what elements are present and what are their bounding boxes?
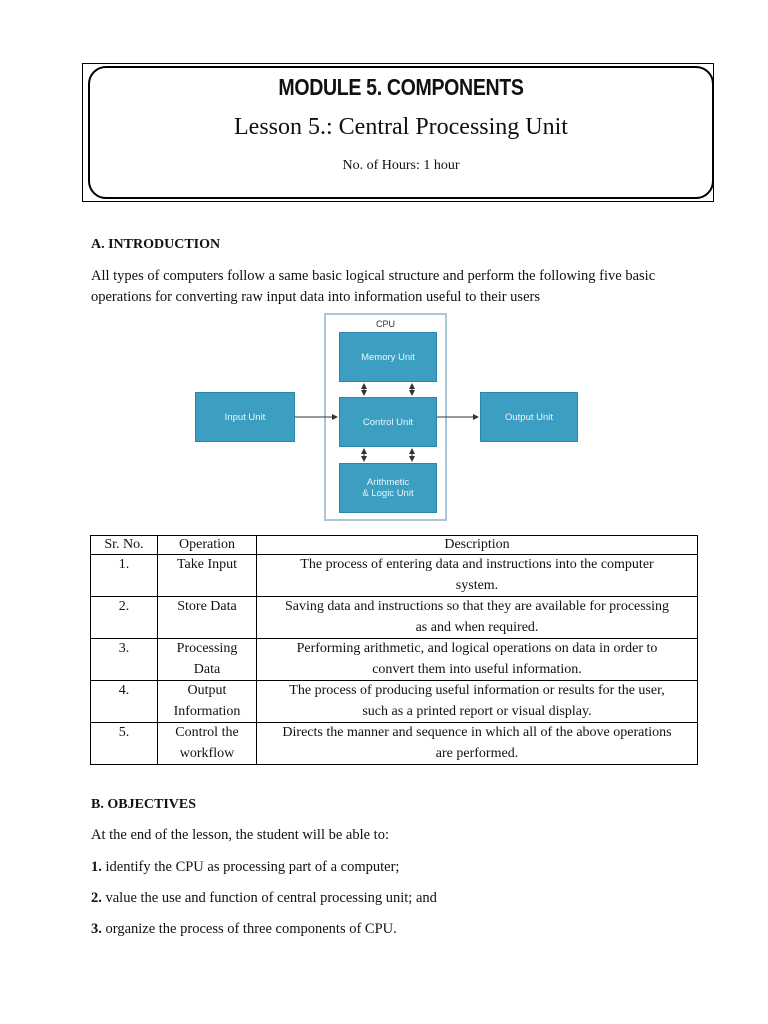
operation-line-1: Take Input <box>176 557 238 572</box>
alu-label-line-2: & Logic Unit <box>362 488 414 499</box>
output-unit-label: Output Unit <box>504 411 554 423</box>
cell-operation <box>158 723 257 765</box>
cell-sr: 2. <box>91 597 158 639</box>
introduction-line-1: All types of computers follow a same basic logical structure and perform the following five basic <box>91 268 656 284</box>
operation-line-2: Information <box>173 703 241 719</box>
memory-unit-label: Memory Unit <box>361 351 415 363</box>
table-row <box>91 681 698 723</box>
cell-sr: 4. <box>91 681 158 723</box>
table-row <box>91 723 698 765</box>
cell-description <box>257 681 698 723</box>
table-row <box>91 639 698 681</box>
description-line-2: such as a printed report or visual display. <box>362 703 592 719</box>
operation-line-1: Store Data <box>177 599 237 614</box>
module-title: MODULE 5. COMPONENTS <box>278 74 524 100</box>
objective-item <box>91 921 397 938</box>
cell-operation <box>158 555 257 597</box>
description-line-2: convert them into useful information. <box>372 661 582 677</box>
diagram-arrows <box>190 310 590 525</box>
objective-text: value the use and function of central processing unit; and <box>101 890 437 906</box>
alu-label-line-1: Arithmetic <box>366 477 410 488</box>
objective-number: 1. <box>91 859 102 875</box>
cell-sr: 1. <box>91 555 158 597</box>
objective-text: organize the process of three components of CPU. <box>101 921 397 937</box>
cell-operation <box>158 639 257 681</box>
objective-item <box>91 859 399 876</box>
description-line-2: are performed. <box>435 745 519 761</box>
introduction-line-2: operations for converting raw input data into information useful to their users <box>91 289 540 305</box>
cell-operation <box>158 681 257 723</box>
description-line-1: Performing arithmetic, and logical operations on data in order to <box>296 641 658 656</box>
description-line-2: system. <box>455 577 499 593</box>
operation-line-1: Control the <box>175 725 239 740</box>
table-row <box>91 555 698 597</box>
hours-label: No. of Hours: 1 hour <box>342 158 460 173</box>
operation-line-1: Processing <box>176 641 238 656</box>
objective-number: 2. <box>91 890 102 906</box>
objectives-intro: At the end of the lesson, the student will be able to: <box>91 827 389 843</box>
header-box <box>88 66 714 199</box>
input-unit-label: Input Unit <box>224 411 266 423</box>
description-line-1: The process of entering data and instructions into the computer <box>300 557 654 572</box>
header-sr-no: Sr. No. <box>91 536 158 555</box>
description-line-1: Saving data and instructions so that they are available for processing <box>284 599 670 614</box>
cell-sr: 5. <box>91 723 158 765</box>
header-description: Description <box>257 536 698 555</box>
objective-number: 3. <box>91 921 102 937</box>
cpu-label: CPU <box>375 319 395 329</box>
operation-line-1: Output <box>187 683 227 698</box>
description-line-2: as and when required. <box>415 619 539 635</box>
cell-description <box>257 555 698 597</box>
table-header-row <box>91 536 698 555</box>
cpu-diagram <box>190 310 590 525</box>
table-row <box>91 597 698 639</box>
operation-line-2: Data <box>193 661 221 677</box>
objectives-heading: B. OBJECTIVES <box>91 797 197 812</box>
introduction-paragraph <box>91 266 711 308</box>
description-line-1: Directs the manner and sequence in which all of the above operations <box>282 725 672 740</box>
cell-description <box>257 723 698 765</box>
introduction-heading: A. INTRODUCTION <box>91 237 221 252</box>
operations-table <box>90 535 698 765</box>
cell-sr: 3. <box>91 639 158 681</box>
header-operation: Operation <box>158 536 257 555</box>
control-unit-label: Control Unit <box>362 416 414 428</box>
lesson-title: Lesson 5.: Central Processing Unit <box>234 114 568 140</box>
cell-description <box>257 639 698 681</box>
operation-line-2: workflow <box>179 745 235 761</box>
description-line-1: The process of producing useful information or results for the user, <box>289 683 665 698</box>
cell-description <box>257 597 698 639</box>
cell-operation <box>158 597 257 639</box>
objective-item <box>91 890 437 907</box>
objective-text: identify the CPU as processing part of a computer; <box>101 859 400 875</box>
